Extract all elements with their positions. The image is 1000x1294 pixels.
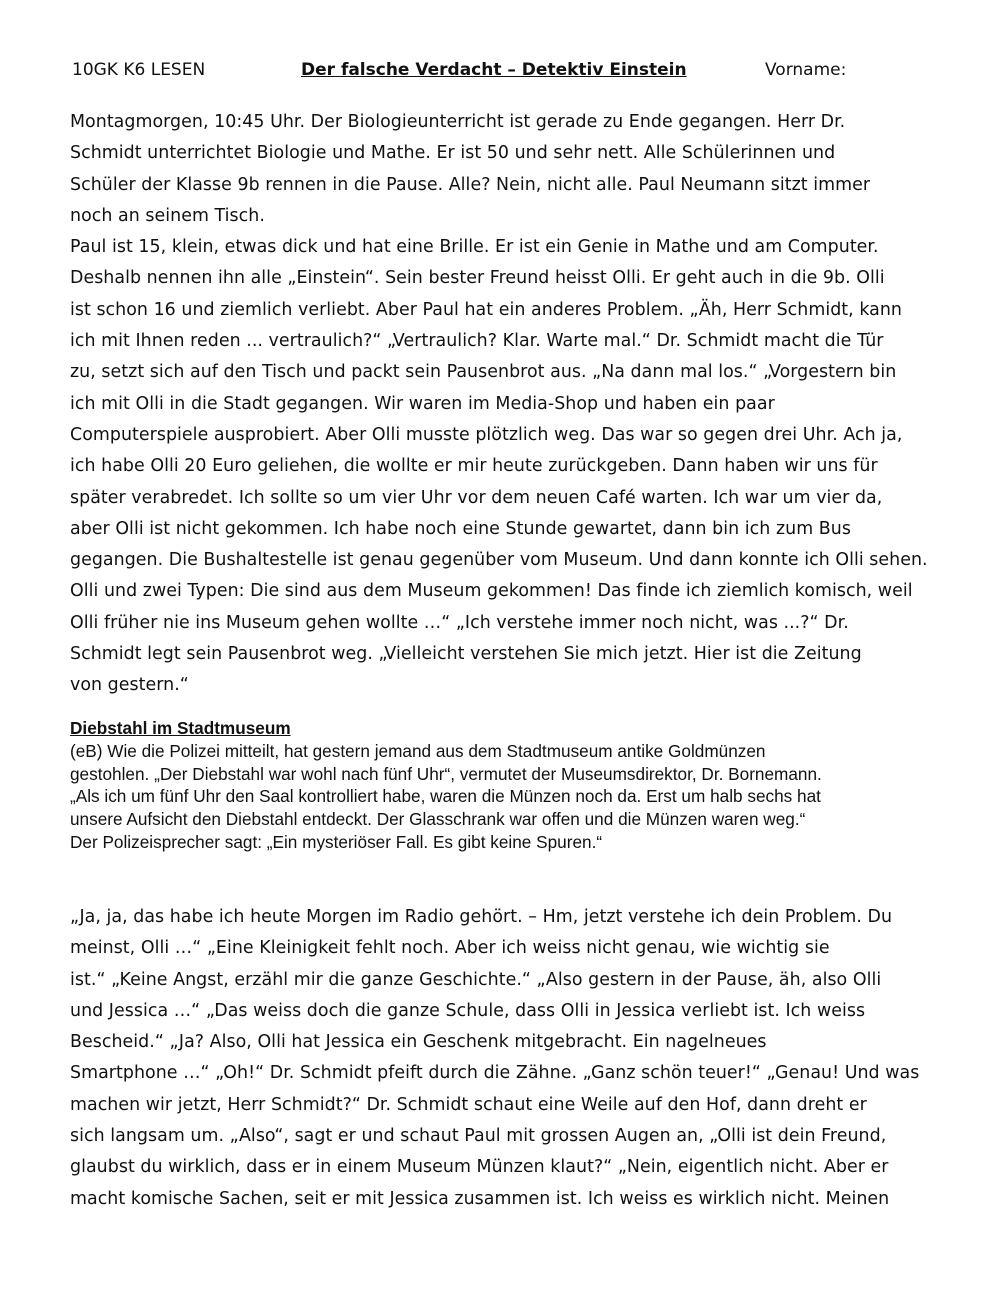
newspaper-article [70,717,950,854]
article-body: (eB) Wie die Polizei mitteilt, hat gestern jemand aus dem Stadtmuseum antike Goldmünzen gestohlen. „Der Diebstahl war wohl nach fünf Uhr“, vermutet der Museumsdirektor, Dr. Bornemann. „Als ich um fünf Uhr den Saal kontrolliert habe, waren die Münzen noch da. Erst um halb sechs hat unsere Aufsicht den Diebstahl entdeckt. Der Glasschrank war offen und die Münzen waren weg.“ Der Polizeisprecher sagt: „Ein mysteriöser Fall. Es gibt keine Spuren.“ [70,740,822,852]
story-text-part-1: Montagmorgen, 10:45 Uhr. Der Biologieunterricht ist gerade zu Ende gegangen. Herr Dr. Schmidt unterrichtet Biologie und Mathe. Er ist 50 und sehr nett. Alle Schülerinnen und Schüler der Klasse 9b rennen in die Pause. Alle? Nein, nicht alle. Paul Neumann sitzt immer noch an seinem Tisch. Paul ist 15, klein, etwas dick und hat eine Brille. Er ist ein Genie in Mathe und am Computer. Deshalb nennen ihn alle „Einstein“. Sein bester Freund heisst Olli. Er geht auch in die 9b. Olli ist schon 16 und ziemlich verliebt. Aber Paul hat ein anderes Problem. „Äh, Herr Schmidt, kann ich mit Ihnen reden ... vertraulich?“ „Vertraulich? Klar. Warte mal.“ Dr. Schmidt macht die Tür zu, setzt sich auf den Tisch und packt sein Pausenbrot aus. „Na dann mal los.“ „Vorgestern bin ich mit Olli in die Stadt gegangen. Wir waren im Media-Shop und haben ein paar Computerspiele ausprobiert. Aber Olli musste plötzlich weg. Das war so gegen drei Uhr. Ach ja, ich habe Olli 20 Euro geliehen, die wollte er mir heute zurückgeben. Dann haben wir uns für später verabredet. Ich sollte so um vier Uhr vor dem neuen Café warten. Ich war um vier da, aber Olli ist nicht gekommen. Ich habe noch eine Stunde gewartet, dann bin ich zum Bus gegangen. Die Bushaltestelle ist genau gegenüber vom Museum. Und dann konnte ich Olli sehen. Olli und zwei Typen: Die sind aus dem Museum gekommen! Das finde ich ziemlich komisch, weil Olli früher nie ins Museum gehen wollte …“ „Ich verstehe immer noch nicht, was ...?“ Dr. Schmidt legt sein Pausenbrot weg. „Vielleicht verstehen Sie mich jetzt. Hier ist die Zeitung von gestern.“ [70,112,928,696]
story-text-part-2: „Ja, ja, das habe ich heute Morgen im Radio gehört. – Hm, jetzt verstehe ich dein Problem. Du meinst, Olli …“ „Eine Kleinigkeit fehlt noch. Aber ich weiss nicht genau, wie wichtig sie ist.“ „Keine Angst, erzähl mir die ganze Geschichte.“ „Also gestern in der Pause, äh, also Olli und Jessica …“ „Das weiss doch die ganze Schule, dass Olli in Jessica verliebt ist. Ich weiss Bescheid.“ „Ja? Also, Olli hat Jessica ein Geschenk mitgebracht. Ein nagelneues Smartphone …“ „Oh!“ Dr. Schmidt pfeift durch die Zähne. „Ganz schön teuer!“ „Genau! Und was machen wir jetzt, Herr Schmidt?“ Dr. Schmidt schaut eine Weile auf den Hof, dann dreht er sich langsam um. „Also“, sagt er und schaut Paul mit grossen Augen an, „Olli ist dein Freund, glaubst du wirklich, dass er in einem Museum Münzen klaut?“ „Nein, eigentlich nicht. Aber er macht komische Sachen, seit er mit Jessica zusammen ist. Ich weiss es wirklich nicht. Meinen [70,907,920,1209]
first-name-label: Vorname: [765,60,847,80]
article-headline: Diebstahl im Stadtmuseum [70,718,291,738]
course-code: 10GK K6 LESEN [72,60,206,80]
worksheet-header [70,60,940,90]
story-title: Der falsche Verdacht – Detektiv Einstein [301,60,687,80]
